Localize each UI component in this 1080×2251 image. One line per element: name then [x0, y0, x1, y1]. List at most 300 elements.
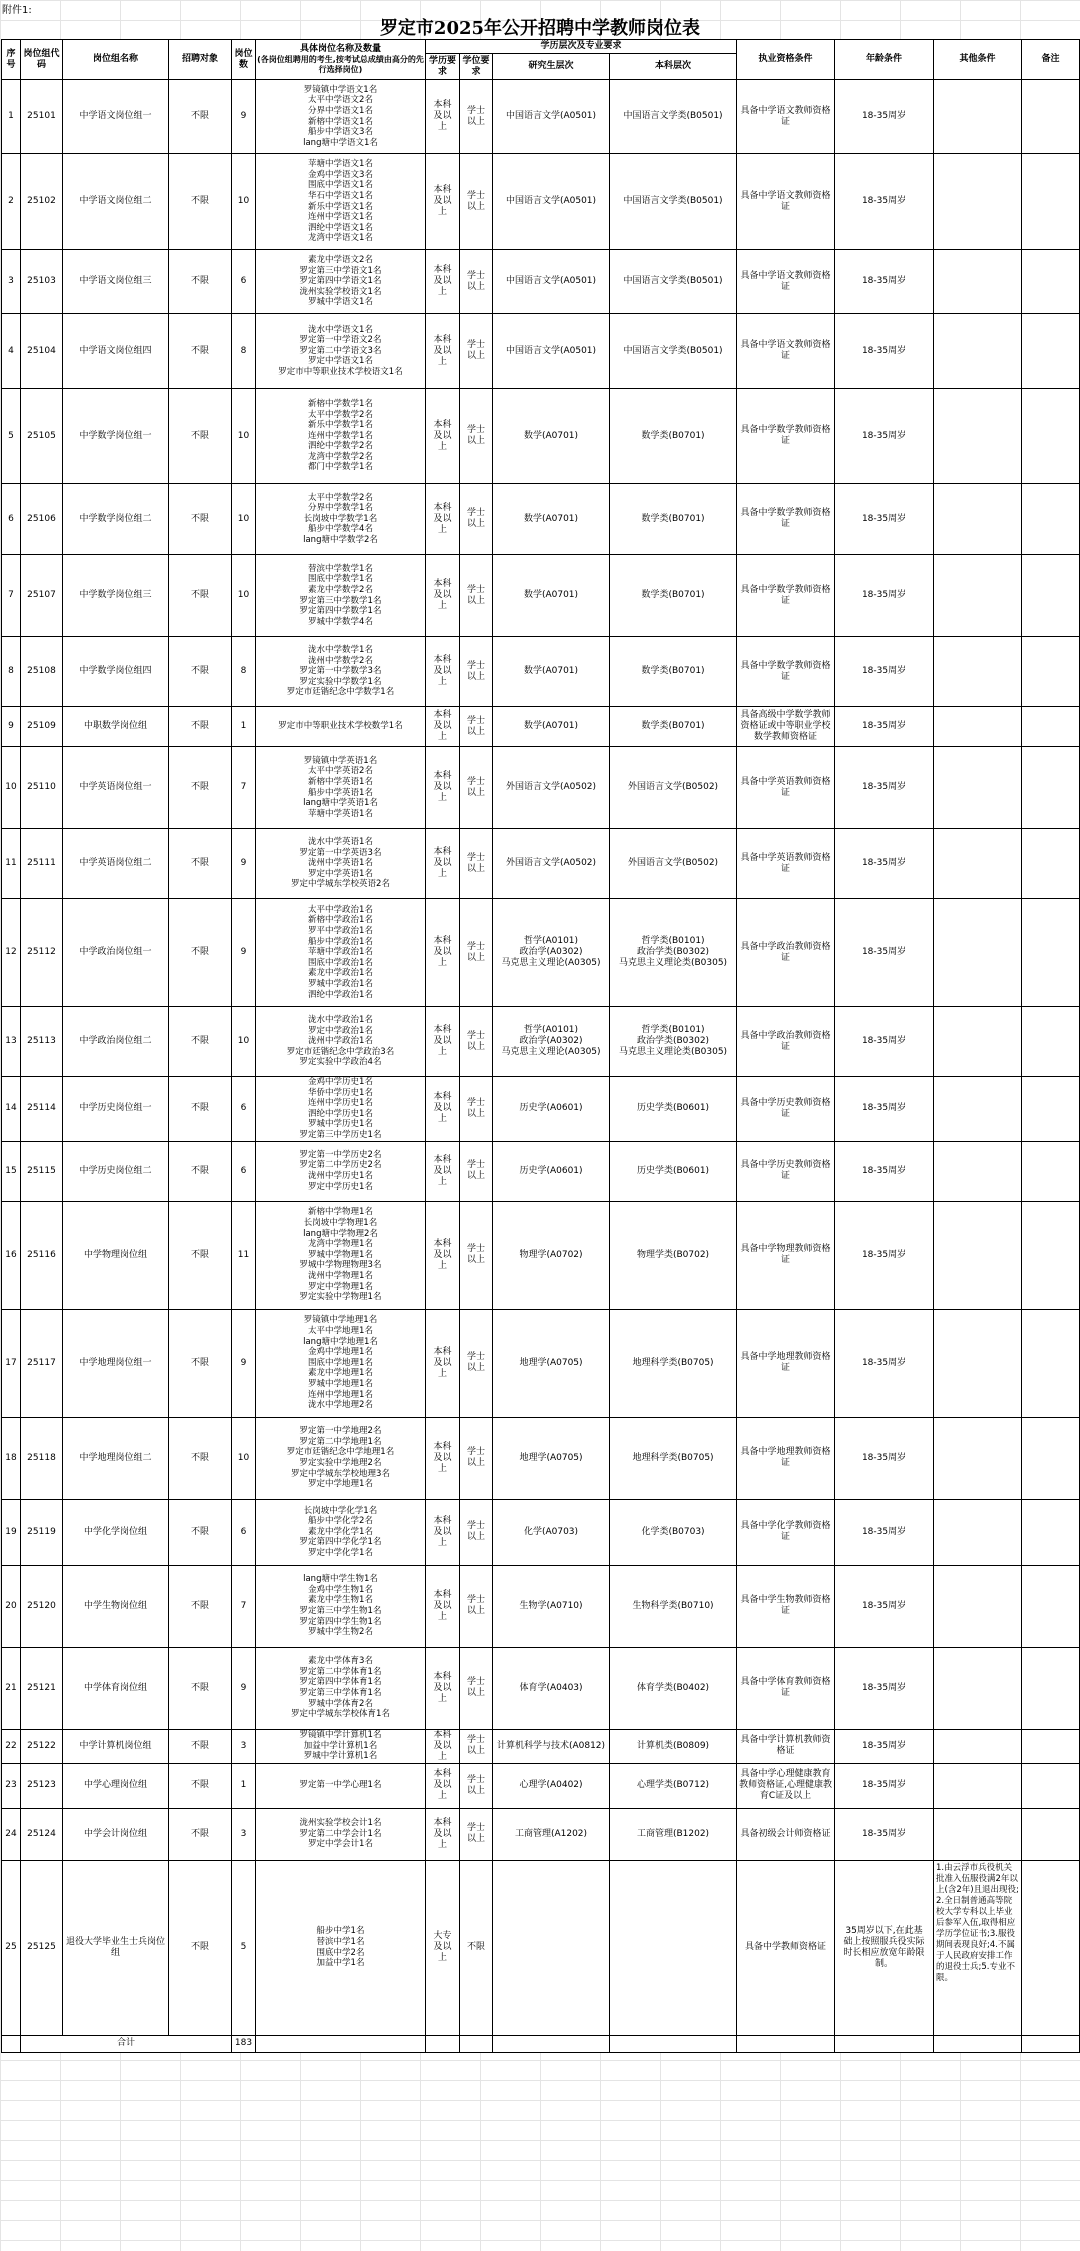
position-item: 罗定实验中学物理1名	[299, 1292, 382, 1303]
cell-line: 及以	[433, 196, 452, 206]
cell-line: 及以	[433, 666, 452, 676]
position-item: 罗定第二中学地理1名	[299, 1436, 382, 1447]
row-degree-level	[426, 555, 460, 637]
cell-line: 本科	[433, 1025, 452, 1035]
cell-line: 学士	[466, 941, 485, 952]
row-note	[1022, 250, 1080, 314]
row-grad	[493, 250, 610, 314]
row-other	[934, 1499, 1022, 1565]
position-item: 罗定第四中学生物1名	[299, 1616, 382, 1627]
position-item: 围底中学地理1名	[308, 1357, 373, 1368]
row-undergrad	[610, 389, 737, 484]
row-target: 不限	[169, 899, 232, 1007]
total-empty-cell	[493, 2035, 610, 2052]
table-row	[2, 1763, 1080, 1808]
cell-line: 数学类(B0701)	[641, 513, 705, 524]
row-degree-level	[426, 637, 460, 707]
header-code: 岗位组代码	[21, 40, 63, 80]
row-positions	[256, 1077, 426, 1142]
cell-line: 及以	[433, 721, 452, 731]
row-other	[934, 314, 1022, 389]
row-seq: 9	[2, 707, 21, 747]
position-item: 罗定第三中学数学1名	[299, 595, 382, 606]
cell-line: 及以	[433, 276, 452, 286]
cell-line: 及以	[433, 513, 452, 524]
row-cert: 具备中学历史教师资格证	[737, 1077, 835, 1142]
position-item: 苹塘中学英语1名	[308, 808, 373, 819]
cell-line: 哲学类(B0101)	[641, 1025, 705, 1035]
row-other	[934, 1729, 1022, 1763]
cell-line: 外国语言文学(A0502)	[505, 782, 597, 792]
cell-line: 上	[437, 1791, 447, 1802]
cell-line: 学士	[466, 508, 485, 518]
row-seq: 14	[2, 1077, 21, 1142]
row-cert: 具备中学政治教师资格证	[737, 899, 835, 1007]
table-row	[2, 747, 1080, 829]
position-item: 龙湾中学物理1名	[308, 1239, 373, 1250]
row-other	[934, 80, 1022, 154]
row-other	[934, 1417, 1022, 1499]
row-grad	[493, 1860, 610, 2035]
row-degree-level	[426, 1201, 460, 1309]
row-note	[1022, 1201, 1080, 1309]
cell-line: 上	[437, 1176, 447, 1187]
row-other	[934, 637, 1022, 707]
row-degree-level	[426, 1647, 460, 1729]
position-item: 太平中学数学2名	[308, 409, 373, 420]
row-undergrad	[610, 707, 737, 747]
row-degree-level	[426, 484, 460, 555]
row-undergrad	[610, 1007, 737, 1077]
position-item: 华侨中学历史1名	[308, 1087, 373, 1098]
cell-line: 物理学(A0702)	[519, 1249, 583, 1260]
row-grad	[493, 1499, 610, 1565]
row-grad	[493, 1007, 610, 1077]
position-item: 泷水中学政治1名	[308, 1015, 373, 1026]
row-degree-level	[426, 1077, 460, 1142]
row-age: 18-35周岁	[835, 829, 934, 899]
cell-line: 上	[437, 1260, 447, 1271]
cell-line: 学士	[466, 1097, 485, 1108]
row-degree-level	[426, 707, 460, 747]
row-undergrad	[610, 899, 737, 1007]
cell-line: 以上	[466, 1171, 485, 1182]
cell-line: 本科	[433, 1154, 452, 1165]
row-degree	[460, 1763, 493, 1808]
position-item: 罗定第一中学数学3名	[299, 666, 382, 677]
row-other	[934, 484, 1022, 555]
position-item: 新榕中学政治1名	[308, 915, 373, 926]
row-other	[934, 555, 1022, 637]
row-count: 6	[232, 1499, 256, 1565]
position-item: 罗城中学政治1名	[308, 978, 373, 989]
row-grad	[493, 637, 610, 707]
position-item: 罗定实验中学数学1名	[299, 676, 382, 687]
row-grad	[493, 389, 610, 484]
cell-line: 以上	[466, 201, 485, 212]
cell-line: 及以	[433, 1828, 452, 1839]
row-target: 不限	[169, 1565, 232, 1647]
position-item: 罗定第三中学语文1名	[299, 265, 382, 276]
position-item: lang塘中学物理2名	[303, 1228, 378, 1239]
cell-line: 上	[437, 958, 447, 968]
cell-line: 及以	[433, 782, 452, 792]
row-target: 不限	[169, 747, 232, 829]
row-count: 9	[232, 1309, 256, 1417]
row-code: 25104	[21, 314, 63, 389]
cell-line: 以上	[466, 1255, 485, 1266]
total-empty-seq	[2, 2035, 21, 2052]
row-cert: 具备中学地理教师资格证	[737, 1417, 835, 1499]
row-other	[934, 154, 1022, 250]
position-item: 素龙中学化学1名	[308, 1526, 373, 1537]
cell-line: 及以	[433, 1526, 452, 1537]
row-degree-level	[426, 80, 460, 154]
row-group-name: 中学政治岗位组一	[63, 899, 169, 1007]
position-item: 新乐中学语文1名	[308, 201, 373, 212]
row-positions	[256, 1763, 426, 1808]
cell-line: 及以	[433, 1249, 452, 1260]
row-degree	[460, 1201, 493, 1309]
row-target: 不限	[169, 1077, 232, 1142]
row-code: 25102	[21, 154, 63, 250]
position-item: 加益中学计算机1名	[303, 1740, 378, 1751]
row-undergrad	[610, 829, 737, 899]
position-item: 罗定中学历史1名	[308, 1181, 373, 1192]
row-cert: 具备中学政治教师资格证	[737, 1007, 835, 1077]
row-seq: 1	[2, 80, 21, 154]
row-degree	[460, 747, 493, 829]
row-degree	[460, 1647, 493, 1729]
total-empty-cell	[835, 2035, 934, 2052]
row-group-name: 中学化学岗位组	[63, 1499, 169, 1565]
row-degree-level	[426, 1499, 460, 1565]
header-undergrad: 本科层次	[610, 54, 737, 80]
row-count: 8	[232, 637, 256, 707]
cell-line: 以上	[466, 1108, 485, 1119]
position-item: 围底中学数学1名	[308, 574, 373, 585]
position-item: 长岗坡中学物理1名	[303, 1217, 378, 1228]
row-code: 25113	[21, 1007, 63, 1077]
row-seq: 15	[2, 1141, 21, 1201]
cell-line: 本科	[433, 579, 452, 589]
row-cert: 具备中学教师资格证	[737, 1860, 835, 2035]
row-grad	[493, 1808, 610, 1860]
table-row	[2, 1565, 1080, 1647]
row-code: 25112	[21, 899, 63, 1007]
row-note	[1022, 899, 1080, 1007]
cell-line: 及以	[433, 1165, 452, 1176]
position-item: 罗定实验中学地理2名	[299, 1458, 382, 1469]
position-item: 罗定市廷锴纪念中学数学1名	[286, 687, 395, 698]
row-seq: 2	[2, 154, 21, 250]
cell-line: 中国语言文学(A0501)	[505, 276, 597, 286]
cell-line: 上	[437, 732, 447, 742]
row-degree-level	[426, 1763, 460, 1808]
row-degree-level	[426, 1007, 460, 1077]
row-target: 不限	[169, 829, 232, 899]
position-item: 罗定实验中学政治4名	[299, 1057, 382, 1068]
position-item: 围底中学语文1名	[308, 180, 373, 191]
row-target: 不限	[169, 1808, 232, 1860]
row-positions	[256, 555, 426, 637]
row-positions	[256, 1201, 426, 1309]
table-row	[2, 829, 1080, 899]
row-note	[1022, 154, 1080, 250]
row-degree	[460, 80, 493, 154]
row-degree	[460, 1007, 493, 1077]
row-seq: 10	[2, 747, 21, 829]
cell-line: 体育学(A0403)	[519, 1682, 583, 1693]
row-target: 不限	[169, 1417, 232, 1499]
cell-line: 及以	[433, 1036, 452, 1046]
cell-line: 数学类(B0701)	[641, 430, 705, 441]
row-grad	[493, 1309, 610, 1417]
position-item: 泗纶中学政治1名	[308, 989, 373, 1000]
row-age: 18-35周岁	[835, 1647, 934, 1729]
cell-line: 上	[437, 1463, 447, 1474]
cell-line: 心理学类(B0712)	[636, 1780, 710, 1791]
row-group-name: 中学语文岗位组二	[63, 154, 169, 250]
table-row	[2, 707, 1080, 747]
cell-line: 及以	[433, 1682, 452, 1693]
row-undergrad	[610, 484, 737, 555]
row-other	[934, 389, 1022, 484]
row-cert: 具备初级会计师资格证	[737, 1808, 835, 1860]
position-item: 罗定第二中学语文3名	[299, 345, 382, 356]
row-target: 不限	[169, 1763, 232, 1808]
position-item: lang塘中学英语1名	[303, 798, 378, 809]
position-item: 泗纶中学语文1名	[308, 222, 373, 233]
cell-line: 化学类(B0703)	[641, 1526, 705, 1537]
row-cert: 具备中学计算机教师资格证	[737, 1729, 835, 1763]
row-cert: 具备中学地理教师资格证	[737, 1309, 835, 1417]
cell-line: 本科	[433, 771, 452, 781]
cell-line: 外国语言文学(B0502)	[627, 782, 719, 792]
row-target: 不限	[169, 707, 232, 747]
row-age: 18-35周岁	[835, 1141, 934, 1201]
cell-line: 马克思主义理论(A0305)	[501, 958, 601, 968]
position-item: 罗城中学地理1名	[308, 1378, 373, 1389]
table-row	[2, 1201, 1080, 1309]
cell-line: 上	[437, 1839, 447, 1850]
row-seq: 22	[2, 1729, 21, 1763]
row-seq: 3	[2, 250, 21, 314]
row-count: 3	[232, 1729, 256, 1763]
row-group-name: 中学数学岗位组二	[63, 484, 169, 555]
position-item: 罗镜镇中学地理1名	[303, 1315, 378, 1326]
row-count: 6	[232, 1141, 256, 1201]
position-item: 素龙中学生物1名	[308, 1595, 373, 1606]
row-count: 10	[232, 154, 256, 250]
cell-line: 以上	[466, 519, 485, 529]
row-cert: 具备中学语文教师资格证	[737, 154, 835, 250]
table-row	[2, 1808, 1080, 1860]
cell-line: 上	[437, 1047, 447, 1057]
row-count: 9	[232, 829, 256, 899]
position-item: 罗城中学历史1名	[308, 1119, 373, 1130]
row-group-name: 中学语文岗位组四	[63, 314, 169, 389]
row-code: 25103	[21, 250, 63, 314]
header-target: 招聘对象	[169, 40, 232, 80]
row-code: 25108	[21, 637, 63, 707]
total-label: 合计	[21, 2035, 232, 2052]
cell-line: 地理科学类(B0705)	[632, 1452, 714, 1463]
position-item: 罗定中学语文1名	[308, 356, 373, 367]
row-cert: 具备中学语文教师资格证	[737, 314, 835, 389]
total-empty-cell	[610, 2035, 737, 2052]
cell-line: 学士	[466, 1595, 485, 1606]
row-degree-level	[426, 314, 460, 389]
cell-line: 本科	[433, 1769, 452, 1780]
row-count: 9	[232, 80, 256, 154]
position-item: 新榕中学物理1名	[308, 1207, 373, 1218]
row-group-name: 中学体育岗位组	[63, 1647, 169, 1729]
row-degree-level	[426, 1729, 460, 1763]
position-item: 罗定中学城东学校英语2名	[291, 879, 390, 890]
row-cert: 具备中学物理教师资格证	[737, 1201, 835, 1309]
row-undergrad	[610, 637, 737, 707]
row-positions	[256, 1309, 426, 1417]
table-row	[2, 1417, 1080, 1499]
row-cert: 具备中学语文教师资格证	[737, 250, 835, 314]
cell-line: 学士	[466, 340, 485, 350]
row-target: 不限	[169, 484, 232, 555]
position-item: 泷州实验学校会计1名	[299, 1818, 382, 1829]
cell-line: 本科	[433, 1346, 452, 1357]
cell-line: 外国语言文学(B0502)	[627, 858, 719, 868]
position-item: 新榕中学数学1名	[308, 398, 373, 409]
cell-line: 生物科学类(B0710)	[632, 1600, 714, 1611]
row-age: 18-35周岁	[835, 555, 934, 637]
row-degree-level	[426, 250, 460, 314]
row-degree	[460, 314, 493, 389]
cell-line: 学士	[466, 1823, 485, 1834]
position-item: 泗纶中学历史1名	[308, 1108, 373, 1119]
cell-line: 中国语言文学类(B0501)	[623, 276, 723, 286]
row-code: 25122	[21, 1729, 63, 1763]
row-age: 18-35周岁	[835, 637, 934, 707]
cell-line: 本科	[433, 1441, 452, 1452]
row-group-name: 中学英语岗位组二	[63, 829, 169, 899]
cell-line: 学士	[466, 1447, 485, 1458]
cell-line: 哲学类(B0101)	[641, 936, 705, 946]
row-note	[1022, 1077, 1080, 1142]
row-positions	[256, 389, 426, 484]
position-item: 罗定第一中学语文2名	[299, 335, 382, 346]
cell-line: 上	[437, 677, 447, 687]
cell-line: 以上	[466, 116, 485, 127]
row-group-name: 中学数学岗位组四	[63, 637, 169, 707]
position-item: 泷州中学物理1名	[308, 1270, 373, 1281]
row-other	[934, 250, 1022, 314]
row-seq: 25	[2, 1860, 21, 2035]
row-age: 18-35周岁	[835, 1763, 934, 1808]
cell-line: 计算机科学与技术(A0812)	[496, 1740, 606, 1751]
row-count: 1	[232, 1763, 256, 1808]
row-code: 25120	[21, 1565, 63, 1647]
row-grad	[493, 484, 610, 555]
cell-line: 本科	[433, 936, 452, 946]
cell-line: 数学类(B0701)	[641, 590, 705, 600]
cell-line: 本科	[433, 334, 452, 345]
cell-line: 及以	[433, 1452, 452, 1463]
row-age: 18-35周岁	[835, 1077, 934, 1142]
cell-line: 化学(A0703)	[523, 1526, 579, 1537]
cell-line: 及以	[433, 1780, 452, 1791]
row-group-name: 退役大学毕业生士兵岗位组	[63, 1860, 169, 2035]
row-count: 9	[232, 1647, 256, 1729]
cell-line: 政治学(A0302)	[519, 1036, 583, 1046]
row-other	[934, 1647, 1022, 1729]
row-degree	[460, 637, 493, 707]
cell-line: 历史学类(B0601)	[636, 1165, 710, 1176]
position-item: 罗镜镇中学计算机1名	[299, 1730, 382, 1741]
row-positions	[256, 899, 426, 1007]
row-note	[1022, 1309, 1080, 1417]
cell-line: 以上	[466, 595, 485, 606]
row-count: 10	[232, 1417, 256, 1499]
row-positions	[256, 80, 426, 154]
row-group-name: 中学生物岗位组	[63, 1565, 169, 1647]
cell-line: 学士	[466, 1521, 485, 1532]
position-item: 船步中学语文3名	[308, 127, 373, 138]
position-item: 连州中学地理1名	[308, 1389, 373, 1400]
cell-line: 地理学(A0705)	[519, 1452, 583, 1463]
cell-line: 学士	[466, 715, 485, 726]
table-row	[2, 899, 1080, 1007]
position-item: 素龙中学地理1名	[308, 1368, 373, 1379]
row-count: 10	[232, 555, 256, 637]
row-seq: 6	[2, 484, 21, 555]
cell-line: 中国语言文学(A0501)	[505, 196, 597, 206]
position-item: 罗定第三中学生物1名	[299, 1606, 382, 1617]
row-note	[1022, 707, 1080, 747]
row-grad	[493, 80, 610, 154]
row-grad	[493, 1647, 610, 1729]
row-degree	[460, 829, 493, 899]
row-seq: 17	[2, 1309, 21, 1417]
position-item: 连州中学历史1名	[308, 1098, 373, 1109]
row-target: 不限	[169, 1499, 232, 1565]
row-target: 不限	[169, 555, 232, 637]
row-grad	[493, 1417, 610, 1499]
row-cert: 具备中学生物教师资格证	[737, 1565, 835, 1647]
row-target: 不限	[169, 1309, 232, 1417]
row-seq: 4	[2, 314, 21, 389]
cell-line: 哲学(A0101)	[523, 1025, 579, 1035]
position-item: 素龙中学数学2名	[308, 584, 373, 595]
cell-line: 以上	[466, 1458, 485, 1469]
cell-line: 数学(A0701)	[523, 721, 579, 731]
position-item: 罗镜镇中学英语1名	[303, 755, 378, 766]
row-note	[1022, 829, 1080, 899]
row-age: 18-35周岁	[835, 250, 934, 314]
cell-line: 以上	[466, 1606, 485, 1617]
row-undergrad	[610, 1729, 737, 1763]
header-degree-level: 学历要求	[426, 54, 460, 80]
cell-line: 以上	[466, 1746, 485, 1757]
position-item: 分界中学语文1名	[308, 105, 373, 116]
table-row	[2, 1499, 1080, 1565]
position-item: 船步中学数学4名	[308, 524, 373, 535]
row-group-name: 中职数学岗位组	[63, 707, 169, 747]
row-group-name: 中学地理岗位组一	[63, 1309, 169, 1417]
table-row	[2, 1860, 1080, 2035]
position-item: 素龙中学政治1名	[308, 968, 373, 979]
row-age: 18-35周岁	[835, 80, 934, 154]
position-item: lang塘中学地理1名	[303, 1336, 378, 1347]
